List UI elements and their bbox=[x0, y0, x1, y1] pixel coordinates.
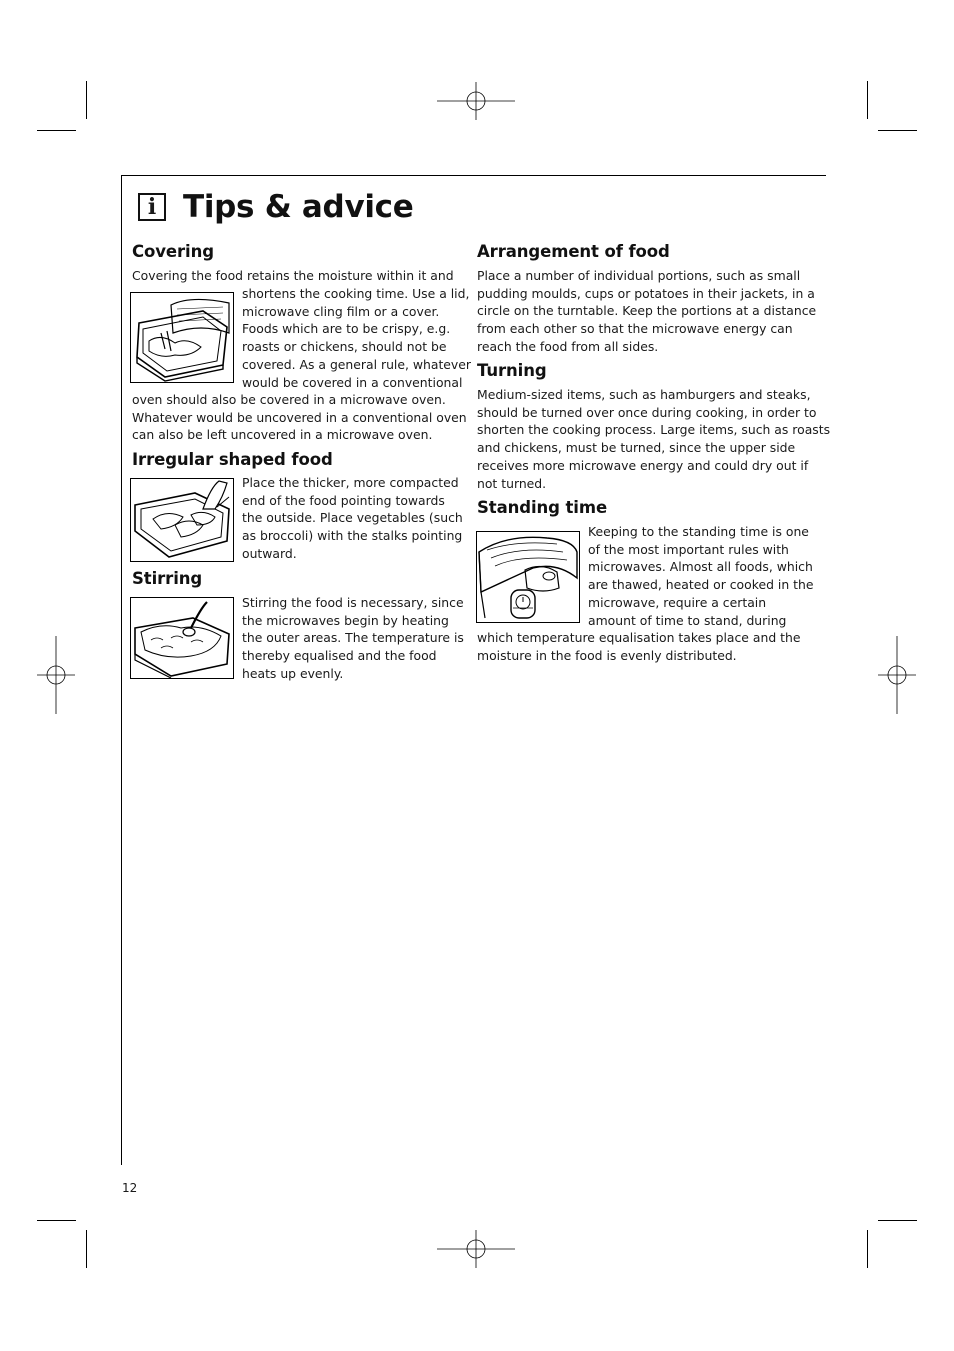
covering-text bbox=[132, 267, 454, 285]
margin-rule bbox=[121, 175, 122, 1165]
crop-mark bbox=[86, 81, 87, 119]
registration-mark-icon bbox=[858, 636, 936, 714]
text-line: Place a number of individual portions, such as small bbox=[477, 268, 801, 283]
section-heading-irregular: Irregular shaped food bbox=[132, 450, 333, 469]
text-line: Covering the food retains the moisture within it and bbox=[132, 268, 454, 283]
page-title: Tips & advice bbox=[183, 189, 414, 225]
registration-mark-icon bbox=[17, 636, 95, 714]
covering-text-wrapped bbox=[242, 285, 471, 391]
section-heading-covering: Covering bbox=[132, 242, 214, 261]
text-line: reach the food from all sides. bbox=[477, 338, 659, 354]
text-line: Place the thicker, more compacted bbox=[242, 475, 459, 490]
text-line: shorten the cooking process. Large items, such as roasts bbox=[477, 422, 831, 438]
text-line: receives more microwave energy and could dry out if bbox=[477, 457, 809, 473]
text-line: should be turned over once during cooking, in order to bbox=[477, 404, 817, 420]
text-line: heats up evenly. bbox=[242, 665, 344, 681]
text-line: outward. bbox=[242, 545, 297, 561]
text-line: amount of time to stand, during bbox=[588, 612, 787, 628]
text-line: not turned. bbox=[477, 475, 547, 491]
text-line: covered. As a general rule, whatever bbox=[242, 356, 471, 372]
turning-text bbox=[477, 386, 830, 492]
header-rule bbox=[121, 175, 826, 176]
text-line: pudding moulds, cups or potatoes in their jackets, in a bbox=[477, 285, 815, 301]
text-line: thereby equalised and the food bbox=[242, 648, 437, 664]
crop-mark bbox=[867, 81, 868, 119]
text-line: the outside. Place vegetables (such bbox=[242, 510, 463, 526]
standing-text-tail bbox=[477, 629, 800, 664]
text-line: and chickens, must be turned, since the upper side bbox=[477, 440, 796, 456]
text-line: circle on the turntable. Keep the portions at a distance bbox=[477, 303, 817, 319]
text-line: are thawed, heated or cooked in the bbox=[588, 577, 814, 593]
section-heading-standing: Standing time bbox=[477, 498, 608, 517]
crop-mark bbox=[878, 1220, 917, 1221]
text-line: moisture in the food is evenly distributed. bbox=[477, 647, 737, 663]
text-line: Whatever would be uncovered in a conventional oven bbox=[132, 409, 467, 425]
page-number: 12 bbox=[122, 1181, 138, 1195]
registration-mark-icon bbox=[437, 1210, 515, 1288]
section-heading-arrangement: Arrangement of food bbox=[477, 242, 670, 261]
crop-mark bbox=[37, 130, 76, 131]
text-line: which temperature equalisation takes place and the bbox=[477, 630, 801, 645]
crop-mark bbox=[878, 130, 917, 131]
text-line: roasts or chickens, should not be bbox=[242, 339, 447, 355]
section-heading-stirring: Stirring bbox=[132, 569, 203, 588]
food-in-dish-icon bbox=[130, 478, 234, 562]
stirring-text bbox=[242, 594, 464, 683]
text-line: oven should also be covered in a microwave oven. bbox=[132, 392, 446, 407]
text-line: would be covered in a conventional bbox=[242, 374, 463, 390]
covered-dish-icon bbox=[130, 292, 234, 383]
text-line: the outer areas. The temperature is bbox=[242, 630, 464, 646]
text-line: Foods which are to be crispy, e.g. bbox=[242, 321, 451, 337]
text-line: the microwaves begin by heating bbox=[242, 612, 449, 628]
page-header bbox=[138, 186, 413, 228]
text-line: microwave cling film or a cover. bbox=[242, 303, 440, 319]
text-line: Stirring the food is necessary, since bbox=[242, 595, 464, 610]
text-line: Keeping to the standing time is one bbox=[588, 524, 809, 539]
text-line: as broccoli) with the stalks pointing bbox=[242, 528, 463, 544]
arrangement-text bbox=[477, 267, 816, 356]
crop-mark bbox=[37, 1220, 76, 1221]
info-icon: i bbox=[138, 193, 166, 221]
text-line: microwaves. Almost all foods, which bbox=[588, 559, 813, 575]
text-line: can also be left uncovered in a microwave oven. bbox=[132, 427, 433, 443]
irregular-text bbox=[242, 474, 463, 563]
text-line: microwave, require a certain bbox=[588, 594, 767, 610]
text-line: of the most important rules with bbox=[588, 541, 789, 557]
covered-food-timer-icon bbox=[476, 531, 580, 623]
section-heading-turning: Turning bbox=[477, 361, 547, 380]
crop-mark bbox=[86, 1230, 87, 1268]
text-line: from each other so that the microwave energy can bbox=[477, 321, 793, 337]
registration-mark-icon bbox=[437, 62, 515, 140]
standing-text bbox=[588, 523, 813, 629]
text-line: Medium-sized items, such as hamburgers and steaks, bbox=[477, 387, 811, 402]
crop-mark bbox=[867, 1230, 868, 1268]
text-line: shortens the cooking time. Use a lid, bbox=[242, 286, 470, 301]
covering-text-tail bbox=[132, 391, 467, 444]
text-line: end of the food pointing towards bbox=[242, 492, 445, 508]
stirring-spoon-icon bbox=[130, 597, 234, 679]
